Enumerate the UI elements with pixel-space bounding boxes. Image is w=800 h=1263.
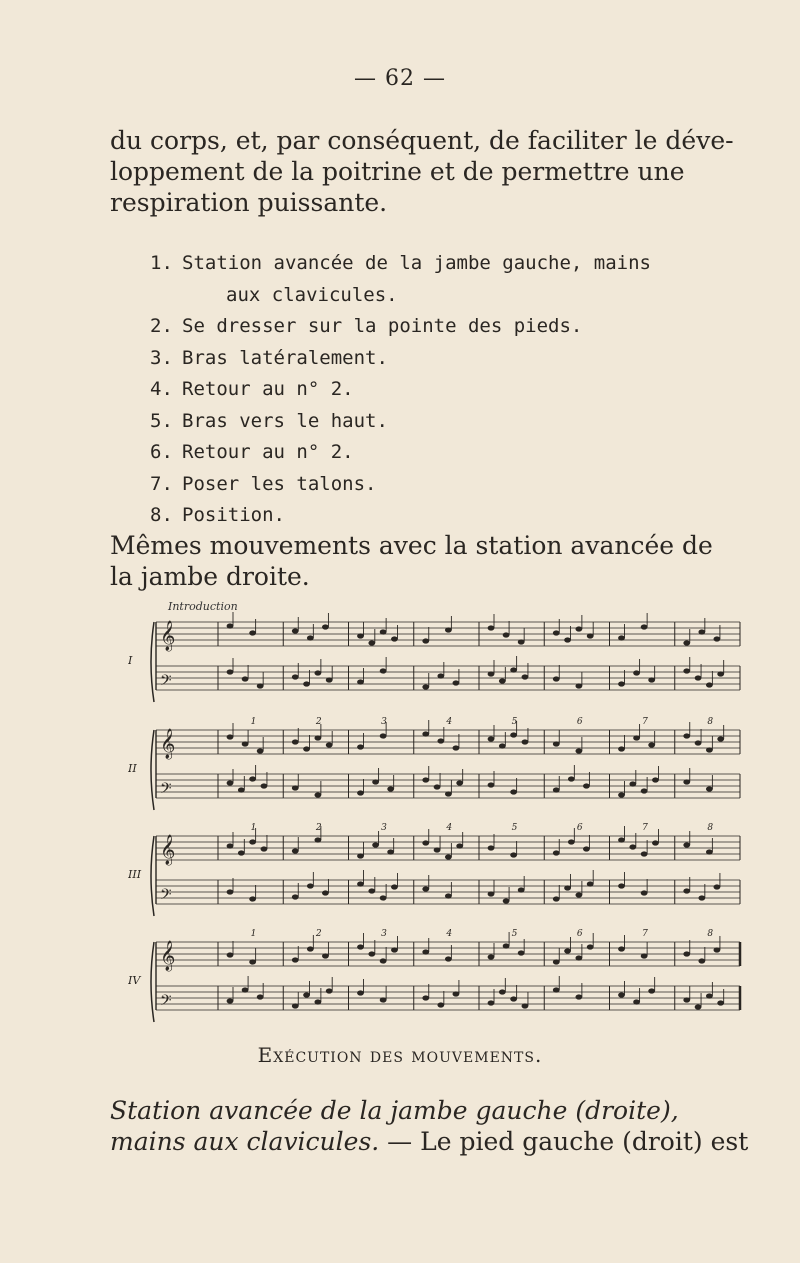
note-head: [387, 786, 394, 791]
note-head: [437, 1002, 444, 1007]
note-head: [422, 777, 429, 782]
bass-clef: 𝄢: [160, 780, 172, 801]
system-label: III: [128, 868, 142, 881]
step-number: 6.: [150, 441, 173, 463]
note-head: [292, 785, 299, 790]
note-head: [698, 958, 705, 963]
note-head: [357, 853, 364, 858]
note-head: [618, 837, 625, 842]
note-head: [706, 993, 713, 998]
note-head: [641, 953, 648, 958]
note-head: [445, 854, 452, 859]
exec-line-2: mains aux clavicules.: [110, 1127, 380, 1156]
note-head: [292, 894, 299, 899]
system-label: I: [128, 654, 133, 667]
note-head: [227, 843, 234, 848]
note-head: [303, 992, 310, 997]
bass-clef: 𝄢: [160, 886, 172, 907]
note-head: [706, 849, 713, 854]
note-head: [652, 840, 659, 845]
measure-number: 1: [250, 823, 257, 833]
measure-number: 8: [707, 823, 714, 833]
note-head: [227, 734, 234, 739]
treble-clef: 𝄞: [160, 835, 176, 865]
measure-number: 4: [446, 929, 453, 939]
measure-number: 5: [511, 823, 518, 833]
system-brace: [151, 730, 154, 810]
note-head: [499, 743, 506, 748]
note-head: [326, 988, 333, 993]
note-head: [706, 747, 713, 752]
note-head: [422, 840, 429, 845]
note-head: [453, 745, 460, 750]
bass-clef: 𝄢: [160, 672, 172, 693]
note-head: [583, 783, 590, 788]
treble-clef: 𝄞: [160, 729, 176, 759]
note-head: [553, 630, 560, 635]
note-head: [422, 995, 429, 1000]
step-item: [150, 469, 651, 501]
note-head: [314, 670, 321, 675]
measure-number: 3: [381, 717, 387, 727]
step-item: [150, 406, 651, 438]
note-head: [380, 895, 387, 900]
note-head: [564, 885, 571, 890]
note-head: [553, 676, 560, 681]
section-heading: Exécution des mouvements.: [257, 1043, 543, 1067]
note-head: [564, 948, 571, 953]
same-movements-paragraph: [110, 530, 750, 592]
intro-line-2: loppement de la poitrine et de permettre une: [110, 157, 685, 186]
measure-number: 2: [315, 929, 322, 939]
note-head: [488, 782, 495, 787]
note-head: [488, 1000, 495, 1005]
note-head: [368, 640, 375, 645]
note-head: [641, 890, 648, 895]
note-head: [629, 844, 636, 849]
measure-number: 7: [642, 929, 648, 939]
note-head: [238, 850, 245, 855]
note-head: [633, 999, 640, 1004]
measure-number: 3: [381, 823, 387, 833]
note-head: [683, 951, 690, 956]
note-head: [292, 674, 299, 679]
note-head: [422, 949, 429, 954]
intro-paragraph: [110, 125, 750, 218]
note-head: [618, 883, 625, 888]
treble-clef: 𝄞: [160, 941, 176, 971]
note-head: [314, 735, 321, 740]
note-head: [575, 955, 582, 960]
note-head: [695, 675, 702, 680]
intro-line-3: respiration puissante.: [110, 188, 388, 217]
note-head: [575, 994, 582, 999]
exec-rest: — Le pied gauche (droit) est: [379, 1127, 749, 1156]
note-head: [307, 946, 314, 951]
note-head: [633, 735, 640, 740]
note-head: [242, 676, 249, 681]
system-brace: [151, 836, 154, 916]
note-head: [453, 680, 460, 685]
step-number: 3.: [150, 346, 173, 369]
measure-number: 6: [576, 929, 583, 939]
note-head: [583, 846, 590, 851]
measure-number: 8: [707, 717, 714, 727]
note-head: [391, 947, 398, 952]
measure-number: 6: [576, 823, 583, 833]
note-head: [227, 952, 234, 957]
note-head: [357, 633, 364, 638]
note-head: [249, 776, 256, 781]
step-number: 4.: [150, 378, 173, 400]
note-head: [357, 881, 364, 886]
note-head: [553, 850, 560, 855]
note-head: [698, 895, 705, 900]
note-head: [629, 781, 636, 786]
step-text: Station avancée de la jambe gauche, mains: [182, 252, 651, 274]
note-head: [510, 667, 517, 672]
note-head: [422, 684, 429, 689]
note-head: [380, 668, 387, 673]
note-head: [575, 748, 582, 753]
note-head: [372, 779, 379, 784]
step-text: Position.: [182, 504, 285, 526]
step-text-cont: aux clavicules.: [226, 283, 398, 306]
note-head: [227, 889, 234, 894]
step-item: [150, 248, 651, 280]
note-head: [641, 788, 648, 793]
note-head: [564, 637, 571, 642]
note-head: [648, 742, 655, 747]
note-head: [368, 951, 375, 956]
note-head: [618, 992, 625, 997]
step-text: Retour au n° 2.: [182, 441, 354, 463]
note-head: [553, 787, 560, 792]
execution-paragraph: [110, 1095, 750, 1157]
system-brace: [151, 942, 154, 1022]
note-head: [706, 786, 713, 791]
note-head: [510, 996, 517, 1001]
note-head: [314, 792, 321, 797]
note-head: [357, 679, 364, 684]
note-head: [510, 789, 517, 794]
note-head: [695, 1004, 702, 1009]
note-head: [292, 739, 299, 744]
note-head: [292, 628, 299, 633]
note-head: [717, 736, 724, 741]
note-head: [242, 741, 249, 746]
measure-number: 1: [250, 717, 257, 727]
measure-number: 7: [642, 717, 648, 727]
memes-line-2: la jambe droite.: [110, 562, 310, 591]
note-head: [575, 683, 582, 688]
measure-number: 7: [642, 823, 648, 833]
note-head: [618, 635, 625, 640]
note-head: [553, 959, 560, 964]
note-head: [510, 852, 517, 857]
note-head: [257, 994, 264, 999]
note-head: [357, 744, 364, 749]
note-head: [717, 671, 724, 676]
note-head: [422, 886, 429, 891]
measure-number: 1: [250, 929, 257, 939]
note-head: [618, 946, 625, 951]
note-head: [292, 848, 299, 853]
step-number: 8.: [150, 504, 173, 526]
step-text: Poser les talons.: [182, 472, 377, 495]
note-head: [518, 639, 525, 644]
note-head: [553, 896, 560, 901]
treble-clef: 𝄞: [160, 621, 176, 651]
note-head: [372, 842, 379, 847]
note-head: [422, 638, 429, 643]
note-head: [503, 943, 510, 948]
note-head: [445, 893, 452, 898]
note-head: [257, 683, 264, 688]
note-head: [434, 784, 441, 789]
note-head: [314, 999, 321, 1004]
note-head: [499, 989, 506, 994]
note-head: [618, 746, 625, 751]
step-item: [150, 437, 651, 469]
note-head: [518, 950, 525, 955]
note-head: [391, 636, 398, 641]
note-head: [683, 640, 690, 645]
note-head: [575, 626, 582, 631]
note-head: [445, 956, 452, 961]
note-head: [357, 990, 364, 995]
note-head: [488, 954, 495, 959]
note-head: [380, 997, 387, 1002]
step-text: Se dresser sur la pointe des pieds.: [182, 315, 583, 337]
note-head: [503, 632, 510, 637]
measure-number: 4: [446, 717, 453, 727]
note-head: [249, 959, 256, 964]
note-head: [326, 742, 333, 747]
note-head: [683, 668, 690, 673]
system-brace: [151, 622, 154, 702]
note-head: [242, 987, 249, 992]
note-head: [322, 890, 329, 895]
note-head: [261, 783, 268, 788]
system-label: IV: [128, 974, 141, 987]
note-head: [292, 1003, 299, 1008]
note-head: [380, 629, 387, 634]
note-head: [238, 787, 245, 792]
measure-number: 4: [446, 823, 453, 833]
note-head: [587, 633, 594, 638]
measure-number: 2: [315, 717, 322, 727]
note-head: [261, 846, 268, 851]
step-number: 2.: [150, 315, 173, 337]
steps-list: [150, 248, 651, 532]
note-head: [618, 681, 625, 686]
note-head: [714, 636, 721, 641]
step-continuation: [150, 280, 651, 312]
step-item: [150, 374, 651, 406]
step-text: Retour au n° 2.: [182, 378, 354, 400]
step-number: 1.: [150, 252, 173, 274]
note-head: [357, 790, 364, 795]
note-head: [698, 629, 705, 634]
note-head: [683, 888, 690, 893]
note-head: [249, 630, 256, 635]
note-head: [488, 736, 495, 741]
step-text: Bras latéralement.: [182, 346, 388, 369]
note-head: [387, 849, 394, 854]
measure-number: 2: [315, 823, 322, 833]
step-item: [150, 500, 651, 532]
note-head: [227, 623, 234, 628]
note-head: [227, 780, 234, 785]
note-head: [456, 843, 463, 848]
system-label: II: [128, 762, 137, 775]
note-head: [706, 682, 713, 687]
note-head: [717, 1000, 724, 1005]
note-head: [488, 891, 495, 896]
note-head: [587, 944, 594, 949]
note-head: [618, 792, 625, 797]
note-head: [522, 1003, 529, 1008]
measure-number: 8: [707, 929, 714, 939]
note-head: [322, 953, 329, 958]
note-head: [683, 779, 690, 784]
note-head: [553, 741, 560, 746]
note-head: [641, 851, 648, 856]
note-head: [714, 947, 721, 952]
measure-number: 6: [576, 717, 583, 727]
note-head: [518, 887, 525, 892]
note-head: [683, 733, 690, 738]
measure-number: 3: [381, 929, 387, 939]
note-head: [648, 677, 655, 682]
note-head: [633, 670, 640, 675]
note-head: [368, 888, 375, 893]
note-head: [453, 991, 460, 996]
note-head: [322, 624, 329, 629]
memes-line-1: Mêmes mouvements avec la station avancée de: [110, 531, 713, 560]
music-header: Introduction: [168, 600, 238, 613]
note-head: [249, 839, 256, 844]
page-number: — 62 —: [354, 66, 446, 91]
note-head: [568, 839, 575, 844]
note-head: [434, 847, 441, 852]
note-head: [357, 944, 364, 949]
note-head: [303, 746, 310, 751]
step-text: Bras vers le haut.: [182, 409, 388, 432]
note-head: [380, 733, 387, 738]
note-head: [227, 998, 234, 1003]
note-head: [641, 624, 648, 629]
note-head: [503, 898, 510, 903]
note-head: [307, 883, 314, 888]
note-head: [499, 678, 506, 683]
note-head: [456, 780, 463, 785]
measure-number: 5: [511, 717, 518, 727]
score-svg: [128, 600, 748, 1040]
note-head: [307, 635, 314, 640]
note-head: [422, 731, 429, 736]
intro-line-1: du corps, et, par conséquent, de faciliter le déve-: [110, 126, 734, 155]
note-head: [292, 957, 299, 962]
note-head: [575, 892, 582, 897]
music-score: [128, 600, 748, 1170]
bass-clef: 𝄢: [160, 992, 172, 1013]
note-head: [227, 669, 234, 674]
note-head: [488, 845, 495, 850]
note-head: [587, 881, 594, 886]
note-head: [648, 988, 655, 993]
step-number: 5.: [150, 409, 173, 432]
note-head: [695, 740, 702, 745]
exec-line-1: Station avancée de la jambe gauche (droite),: [110, 1096, 679, 1125]
step-item: [150, 311, 651, 343]
note-head: [568, 776, 575, 781]
step-number: 7.: [150, 472, 173, 495]
note-head: [522, 739, 529, 744]
note-head: [445, 791, 452, 796]
note-head: [326, 677, 333, 682]
note-head: [437, 738, 444, 743]
note-head: [553, 987, 560, 992]
note-head: [488, 671, 495, 676]
note-head: [391, 884, 398, 889]
note-head: [522, 674, 529, 679]
measure-number: 5: [511, 929, 518, 939]
note-head: [445, 627, 452, 632]
note-head: [683, 842, 690, 847]
note-head: [257, 748, 264, 753]
note-head: [683, 997, 690, 1002]
note-head: [303, 681, 310, 686]
note-head: [437, 673, 444, 678]
note-head: [714, 884, 721, 889]
note-head: [652, 777, 659, 782]
step-item: [150, 343, 651, 375]
note-head: [249, 896, 256, 901]
note-head: [488, 625, 495, 630]
note-head: [510, 732, 517, 737]
note-head: [314, 837, 321, 842]
note-head: [380, 958, 387, 963]
